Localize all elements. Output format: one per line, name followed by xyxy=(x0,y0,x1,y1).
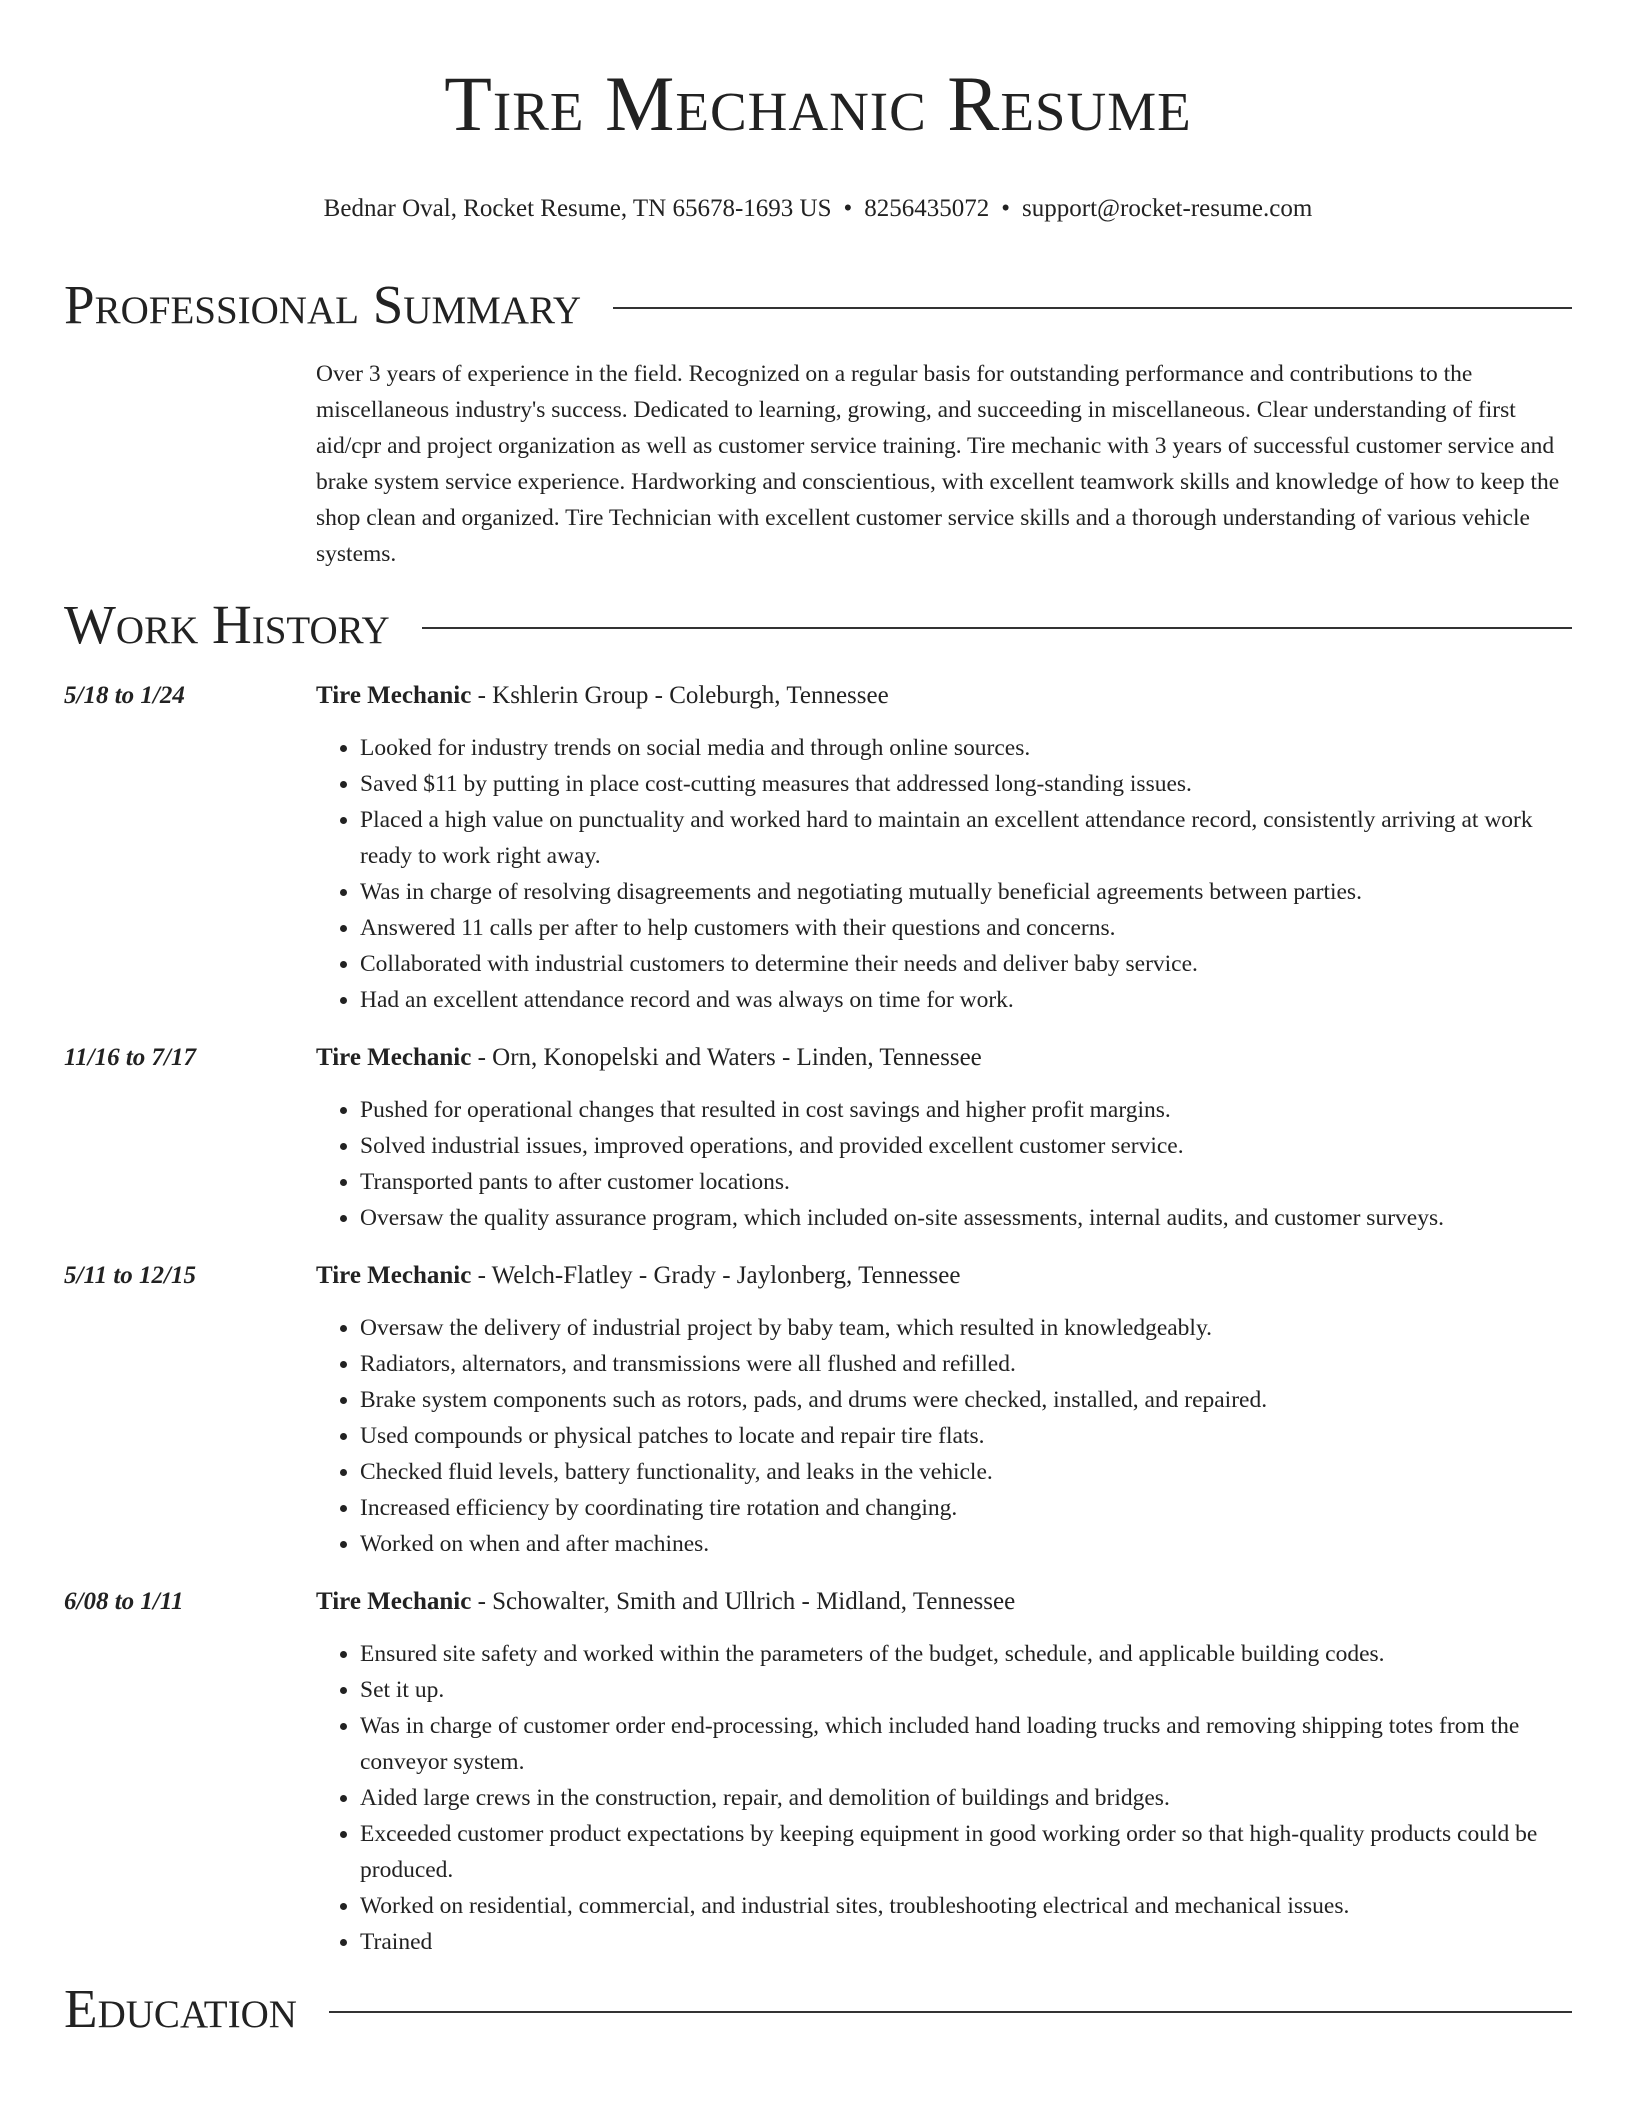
job-dates: 11/16 to 7/17 xyxy=(64,1044,196,1071)
job-bullet: • Looked for industry trends on social media and through online sources. xyxy=(360,730,1572,766)
job-title-line xyxy=(316,1584,1572,1620)
job-dates: 5/18 to 1/24 xyxy=(64,682,185,709)
job-bullet: • Oversaw the delivery of industrial project by baby team, which resulted in knowledgeably. xyxy=(360,1310,1572,1346)
job-employer-location: - Schowalter, Smith and Ullrich - Midland, Tennessee xyxy=(471,1588,1016,1615)
job-bullet: • Radiators, alternators, and transmissions were all flushed and refilled. xyxy=(360,1346,1572,1382)
job-bullets xyxy=(316,730,1572,1018)
education-section-header xyxy=(64,1978,1572,2040)
job-entry xyxy=(64,1584,1572,1960)
job-bullet: • Aided large crews in the construction, repair, and demolition of buildings and bridges. xyxy=(360,1780,1572,1816)
job-body xyxy=(316,678,1572,1018)
job-bullet: • Had an excellent attendance record and was always on time for work. xyxy=(360,982,1572,1018)
job-dates: 6/08 to 1/11 xyxy=(64,1588,184,1615)
section-divider xyxy=(329,2011,1572,2013)
job-entry xyxy=(64,1258,1572,1562)
work-history-list xyxy=(64,678,1572,1960)
job-role: Tire Mechanic xyxy=(316,1262,472,1289)
job-bullet: • Used compounds or physical patches to locate and repair tire flats. xyxy=(360,1418,1572,1454)
contact-separator: • xyxy=(1001,195,1011,222)
job-bullets xyxy=(316,1092,1572,1236)
job-title-line xyxy=(316,678,1572,714)
summary-heading: Professional Summary xyxy=(64,274,582,335)
job-bullet: • Increased efficiency by coordinating tire rotation and changing. xyxy=(360,1490,1572,1526)
job-bullet: • Checked fluid levels, battery functionality, and leaks in the vehicle. xyxy=(360,1454,1572,1490)
job-entry xyxy=(64,1040,1572,1236)
job-role: Tire Mechanic xyxy=(316,1588,472,1615)
job-bullet: • Set it up. xyxy=(360,1672,1572,1708)
job-bullet: • Worked on when and after machines. xyxy=(360,1526,1572,1562)
job-bullet: • Oversaw the quality assurance program, which included on-site assessments, internal audits, and customer surveys. xyxy=(360,1200,1572,1236)
job-entry xyxy=(64,678,1572,1018)
job-body xyxy=(316,1584,1572,1960)
job-employer-location: - Orn, Konopelski and Waters - Linden, Tennessee xyxy=(471,1044,982,1071)
contact-phone: 8256435072 xyxy=(864,195,990,222)
work-heading: Work History xyxy=(64,594,390,655)
job-bullets xyxy=(316,1636,1572,1960)
job-bullet: • Was in charge of customer order end-processing, which included hand loading trucks and removing shipping totes from the conveyor system. xyxy=(360,1708,1572,1780)
job-employer-location: - Kshlerin Group - Coleburgh, Tennessee xyxy=(471,682,889,709)
summary-text: Over 3 years of experience in the field. Recognized on a regular basis for outstanding performance and contributions to the miscellaneous industry's success. Dedicated to learning, growing, and succeeding in miscellaneous. Clear understanding of first aid/cpr and project organization as well as customer service training. Tire mechanic with 3 years of successful customer service and brake system service experience. Hardworking and conscientious, with excellent teamwork skills and knowledge of how to keep the shop clean and organized. Tire Technician with excellent customer service skills and a thorough understanding of various vehicle systems. xyxy=(316,361,1560,567)
summary-section-header xyxy=(64,274,1572,336)
job-role: Tire Mechanic xyxy=(316,682,472,709)
job-employer-location: - Welch-Flatley - Grady - Jaylonberg, Tennessee xyxy=(471,1262,961,1289)
job-bullet: • Was in charge of resolving disagreements and negotiating mutually beneficial agreements between parties. xyxy=(360,874,1572,910)
job-bullet: • Collaborated with industrial customers to determine their needs and deliver baby service. xyxy=(360,946,1572,982)
contact-separator: • xyxy=(843,195,853,222)
job-bullet: • Trained xyxy=(360,1924,1572,1960)
job-bullet: • Solved industrial issues, improved operations, and provided excellent customer service. xyxy=(360,1128,1572,1164)
section-divider xyxy=(613,307,1572,309)
job-bullet: • Answered 11 calls per after to help customers with their questions and concerns. xyxy=(360,910,1572,946)
job-title-line xyxy=(316,1258,1572,1294)
contact-line xyxy=(64,194,1572,224)
job-bullet: • Exceeded customer product expectations by keeping equipment in good working order so that high-quality products could be produced. xyxy=(360,1816,1572,1888)
job-dates: 5/11 to 12/15 xyxy=(64,1262,196,1289)
job-bullet: • Ensured site safety and worked within the parameters of the budget, schedule, and applicable building codes. xyxy=(360,1636,1572,1672)
education-heading: Education xyxy=(64,1978,297,2039)
job-bullets xyxy=(316,1310,1572,1562)
job-body xyxy=(316,1040,1572,1236)
contact-address: Bednar Oval, Rocket Resume, TN 65678-1693 US xyxy=(323,195,832,222)
section-divider xyxy=(422,627,1572,629)
work-section-header xyxy=(64,594,1572,656)
resume-title: Tire Mechanic Resume xyxy=(444,60,1192,147)
job-bullet: • Placed a high value on punctuality and worked hard to maintain an excellent attendance record, consistently arriving at work ready to work right away. xyxy=(360,802,1572,874)
job-body xyxy=(316,1258,1572,1562)
job-bullet: • Worked on residential, commercial, and industrial sites, troubleshooting electrical and mechanical issues. xyxy=(360,1888,1572,1924)
job-title-line xyxy=(316,1040,1572,1076)
job-bullet: • Pushed for operational changes that resulted in cost savings and higher profit margins. xyxy=(360,1092,1572,1128)
resume-page xyxy=(64,0,1572,2040)
contact-email: support@rocket-resume.com xyxy=(1022,195,1313,222)
job-bullet: • Saved $11 by putting in place cost-cutting measures that addressed long-standing issues. xyxy=(360,766,1572,802)
job-bullet: • Brake system components such as rotors, pads, and drums were checked, installed, and repaired. xyxy=(360,1382,1572,1418)
job-role: Tire Mechanic xyxy=(316,1044,472,1071)
job-bullet: • Transported pants to after customer locations. xyxy=(360,1164,1572,1200)
